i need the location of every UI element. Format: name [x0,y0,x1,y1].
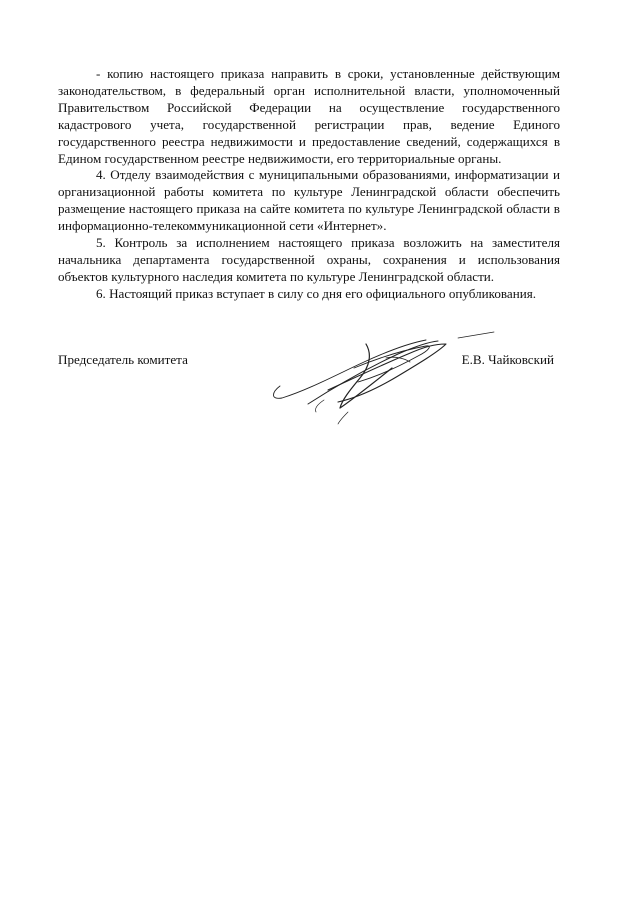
paragraph-item-4: 4. Отделу взаимодействия с муниципальными образованиями, информатизации и организационной работы комитета по культуре Ленинградской области обеспечить размещение настоящего приказа на сайте комитета по культуре Ленинградской области в информационно-телекоммуникационной сети «Интернет». [58,167,560,234]
paragraph-copy-order: - копию настоящего приказа направить в сроки, установленные действующим законодательством, в федеральный орган исполнительной власти, уполномоченный Правительством Российской Федерации на осуществление государственного кадастрового учета, государственной регистрации прав, ведение Единого государственного реестра недвижимости и предоставление сведений, содержащихся в Едином государственном реестре недвижимости, его территориальные органы. [58,66,560,166]
document-body [58,66,560,303]
signer-title: Председатель комитета [58,352,188,367]
signature-block [58,352,560,442]
paragraph-item-6: 6. Настоящий приказ вступает в силу со дня его официального опубликования. [96,285,537,301]
signer-name: Е.В. Чайковский [461,352,554,367]
paragraph-item-5: 5. Контроль за исполнением настоящего приказа возложить на заместителя начальника департамента государственной охраны, сохранения и использования объектов культурного наследия комитета по культуре Ленинградской области. [58,235,560,284]
handwritten-signature [268,328,498,438]
